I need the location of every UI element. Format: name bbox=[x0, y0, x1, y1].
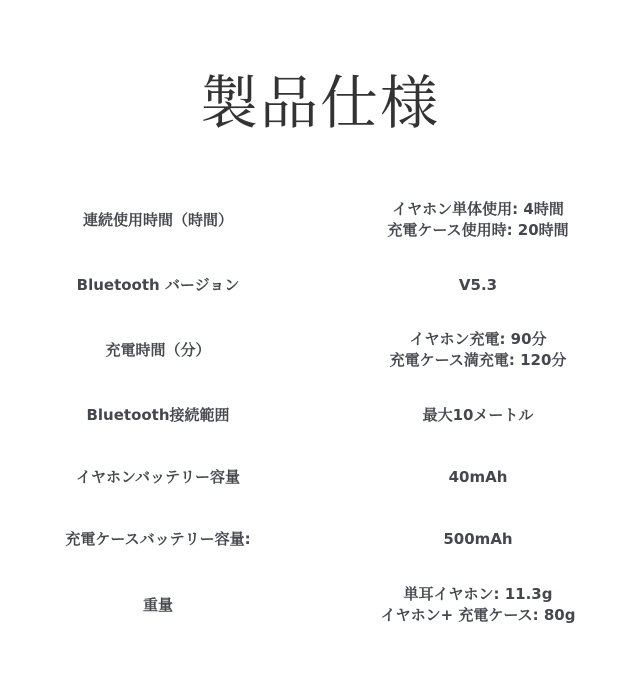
spec-label: イヤホンバッテリー容量 bbox=[76, 468, 240, 486]
spec-label: 充電ケースバッテリー容量: bbox=[65, 530, 251, 548]
spec-row-earbud-battery bbox=[0, 446, 640, 508]
spec-value bbox=[316, 529, 640, 550]
spec-row-case-battery bbox=[0, 508, 640, 570]
page-title: 製品仕様 bbox=[199, 69, 440, 137]
spec-value-line: イヤホン+ 充電ケース: 80g bbox=[380, 606, 576, 624]
spec-value bbox=[316, 584, 640, 626]
spec-value bbox=[316, 275, 640, 296]
spec-row-bluetooth-range bbox=[0, 384, 640, 446]
spec-row-charge-time bbox=[0, 316, 640, 384]
spec-value bbox=[316, 329, 640, 371]
spec-value-line: イヤホン単体使用: 4時間 bbox=[392, 200, 564, 218]
spec-value-line: 充電ケース満充電: 120分 bbox=[389, 351, 567, 369]
spec-row-bluetooth-version bbox=[0, 254, 640, 316]
spec-row-usage-time bbox=[0, 186, 640, 254]
spec-label: 充電時間（分） bbox=[105, 341, 211, 359]
spec-label: Bluetooth バージョン bbox=[76, 276, 240, 294]
spec-label: 重量 bbox=[142, 596, 173, 614]
spec-value-line: 500mAh bbox=[443, 529, 513, 548]
spec-row-weight bbox=[0, 570, 640, 640]
spec-value-line: V5.3 bbox=[458, 275, 498, 294]
spec-table bbox=[0, 186, 640, 640]
spec-value-line: 充電ケース使用時: 20時間 bbox=[387, 221, 569, 239]
spec-value-line: 40mAh bbox=[448, 467, 508, 486]
spec-label: Bluetooth接続範囲 bbox=[86, 406, 230, 424]
spec-value-line: イヤホン充電: 90分 bbox=[409, 330, 547, 348]
spec-value bbox=[316, 199, 640, 241]
spec-label: 連続使用時間（時間） bbox=[82, 211, 233, 229]
spec-value bbox=[316, 467, 640, 488]
spec-value-line: 単耳イヤホン: 11.3g bbox=[403, 585, 553, 603]
spec-value-line: 最大10メートル bbox=[422, 405, 534, 424]
spec-value bbox=[316, 405, 640, 426]
